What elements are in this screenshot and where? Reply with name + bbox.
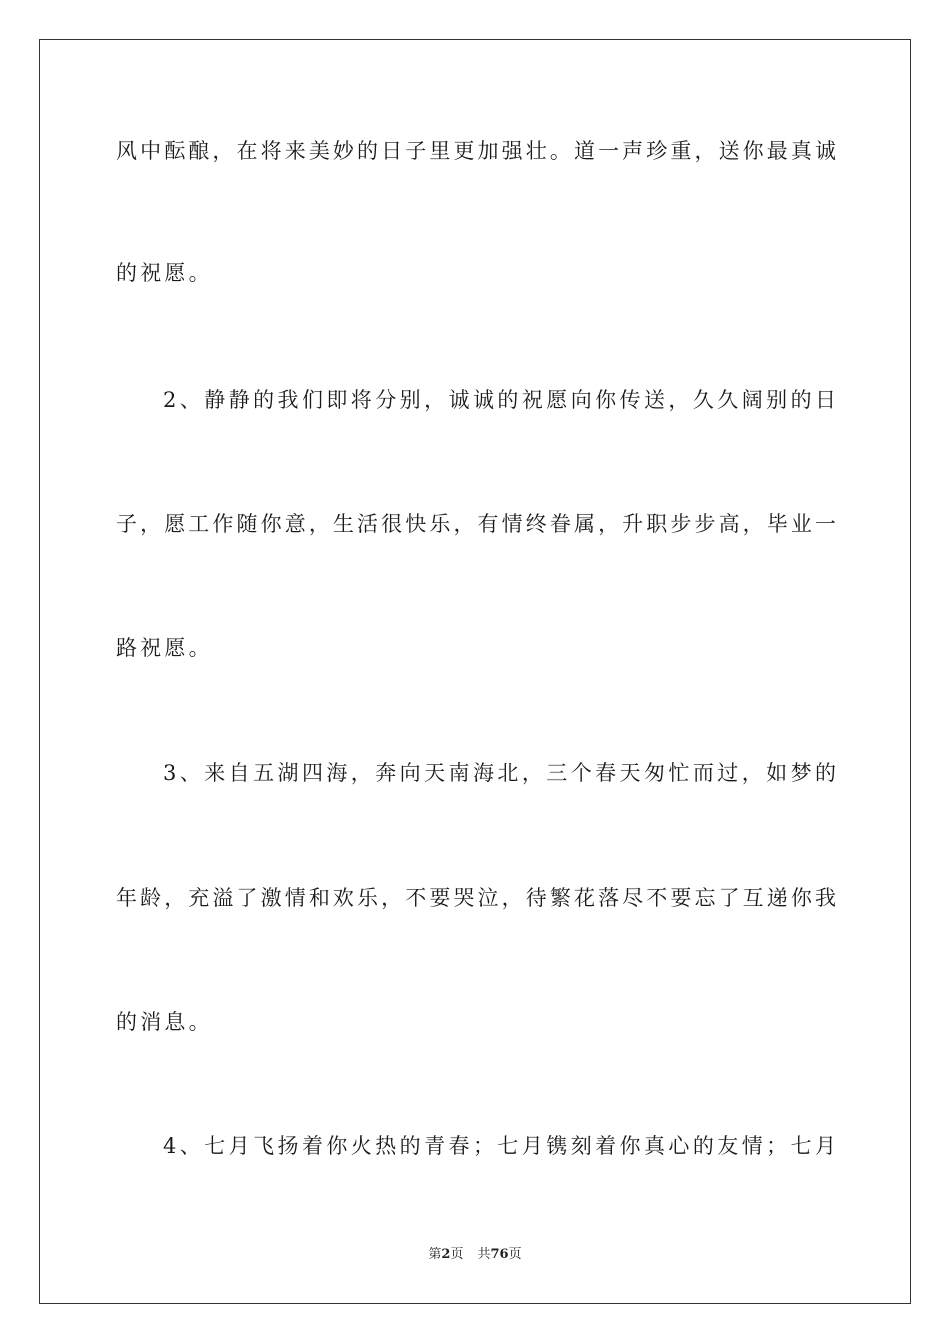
total-pages: 76 [490,1247,509,1262]
paragraph-3-first-line: 3、来自五湖四海，奔向天南海北，三个春天匆忙而过，如梦的 [163,761,836,785]
page-prefix: 第 [428,1247,442,1262]
total-suffix: 页 [508,1247,522,1262]
text-line: 年龄，充溢了激情和欢乐，不要哭泣，待繁花落尽不要忘了互递你我 [116,886,836,910]
page-frame [39,39,911,1304]
text-line: 的消息。 [116,1010,213,1034]
paragraph-2-first-line: 2、静静的我们即将分别，诚诚的祝愿向你传送，久久阔别的日 [163,388,836,412]
page-footer [0,1246,950,1264]
total-prefix: 共 [477,1247,491,1262]
text-line: 子，愿工作随你意，生活很快乐，有情终眷属，升职步步高，毕业一 [116,512,836,536]
text-line: 风中酝酿，在将来美妙的日子里更加强壮。道一声珍重，送你最真诚 [116,139,836,163]
page-suffix: 页 [450,1247,464,1262]
text-line: 的祝愿。 [116,261,213,285]
text-line: 路祝愿。 [116,636,213,660]
page-number: 2 [441,1247,451,1262]
paragraph-4-first-line: 4、七月飞扬着你火热的青春；七月镌刻着你真心的友情；七月 [163,1134,836,1158]
